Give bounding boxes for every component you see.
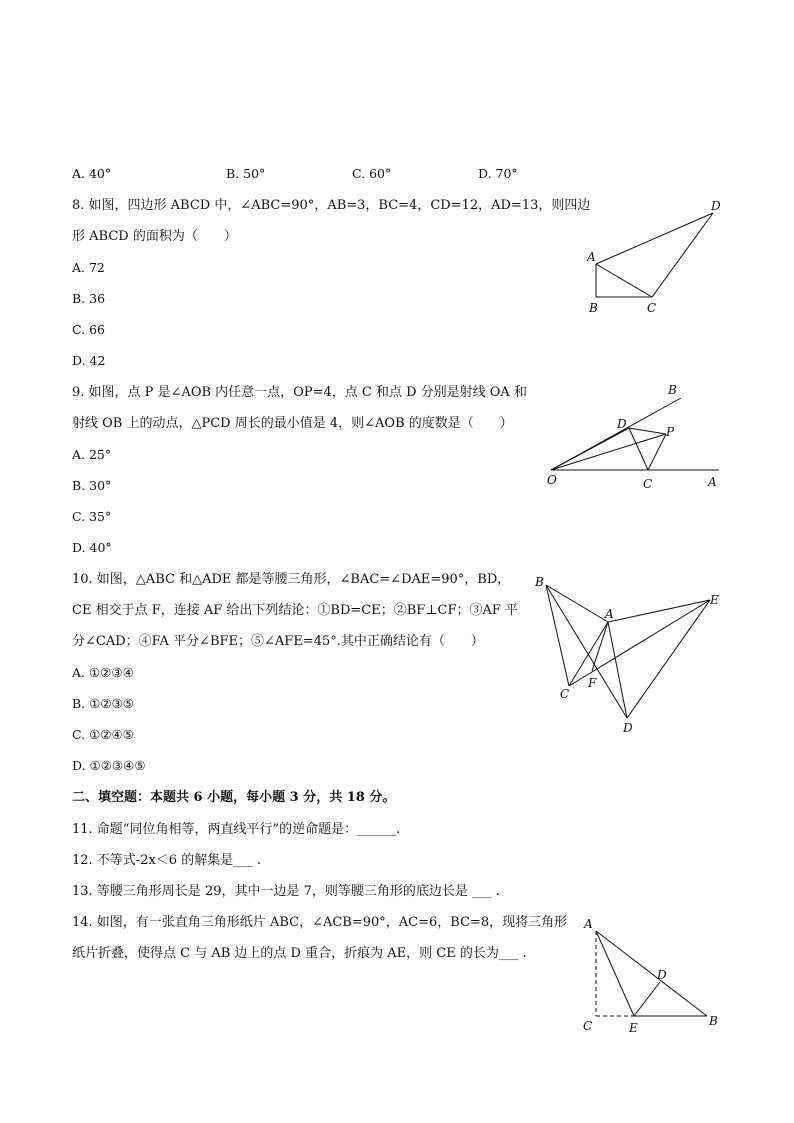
q10-option-d: D. ①②③④⑤ [72, 758, 146, 773]
q8-option-a: A. 72 [72, 260, 105, 275]
q8-label-c: C [647, 301, 657, 315]
q10-label-f: F [588, 676, 597, 690]
q8-option-b: B. 36 [72, 291, 106, 306]
q9-option-d: D. 40° [72, 540, 112, 555]
q9-option-b: B. 30° [72, 478, 112, 493]
q10-label-b: B [535, 575, 544, 589]
q11-stem: 11. 命题“同位角相等，两直线平行”的逆命题是：______. [72, 822, 401, 837]
q8-stem-line1: 8. 如图，四边形 ABCD 中，∠ABC=90°，AB=3，BC=4，CD=12，AD=13，则四边 [72, 198, 591, 213]
q8-label-d: D [711, 199, 721, 213]
q14-label-c: C [583, 1019, 593, 1033]
q10-option-a: A. ①②③④ [72, 665, 134, 680]
q14-label-a: A [584, 917, 593, 931]
q10-label-e: E [710, 593, 719, 607]
q8-label-b: B [589, 301, 598, 315]
q8-stem-line2: 形 ABCD 的面积为（ ） [72, 229, 237, 244]
q10-stem-line1: 10. 如图，△ABC 和△ADE 都是等腰三角形，∠BAC=∠DAE=90°，BD， [72, 572, 511, 587]
q10-label-d: D [623, 721, 633, 735]
q8-option-d: D. 42 [72, 353, 106, 368]
q9-option-a: A. 25° [72, 447, 112, 462]
q10-label-c: C [560, 687, 570, 701]
section-2-heading: 二、填空题：本题共 6 小题，每小题 3 分，共 18 分。 [72, 790, 396, 805]
q9-label-o: O [547, 473, 557, 487]
q14-label-e: E [629, 1021, 638, 1035]
q14-label-b: B [709, 1014, 718, 1028]
q10-label-a: A [605, 607, 614, 621]
q9-stem-line1: 9. 如图，点 P 是∠AOB 内任意一点，OP=4，点 C 和点 D 分别是射线 OA 和 [72, 385, 527, 400]
q7-option-c: C. 60° [352, 166, 392, 181]
q9-label-b: B [668, 383, 677, 397]
q9-label-a: A [708, 475, 717, 489]
q9-label-p: P [666, 425, 675, 439]
q9-label-c: C [643, 477, 653, 491]
q8-label-a: A [587, 250, 596, 264]
q10-stem-line3: 分∠CAD；④FA 平分∠BFE；⑤∠AFE=45°.其中正确结论有（ ） [72, 634, 484, 649]
q12-stem: 12. 不等式-2x＜6 的解集是___ . [72, 853, 261, 868]
q14-stem-line1: 14. 如图，有一张直角三角形纸片 ABC，∠ACB=90°，AC=6，BC=8，现将三角形 [72, 915, 568, 930]
q9-option-c: C. 35° [72, 509, 112, 524]
q14-label-d: D [657, 968, 667, 982]
q13-stem: 13. 等腰三角形周长是 29，其中一边是 7，则等腰三角形的底边长是 ___ . [72, 884, 500, 899]
q7-option-a: A. 40° [72, 166, 112, 181]
q10-stem-line2: CE 相交于点 F，连接 AF 给出下列结论：①BD=CE；②BF⊥CF；③AF 平 [72, 603, 519, 618]
q7-option-d: D. 70° [478, 166, 518, 181]
q7-option-b: B. 50° [226, 166, 266, 181]
q8-option-c: C. 66 [72, 322, 105, 337]
q10-option-b: B. ①②③⑤ [72, 696, 134, 711]
q9-stem-line2: 射线 OB 上的动点，△PCD 周长的最小值是 4，则∠AOB 的度数是（ ） [72, 416, 513, 431]
q14-stem-line2: 纸片折叠，使得点 C 与 AB 边上的点 D 重合，折痕为 AE，则 CE 的长为___ . [72, 946, 527, 961]
q9-label-d: D [617, 417, 627, 431]
q10-option-c: C. ①②④⑤ [72, 727, 134, 742]
